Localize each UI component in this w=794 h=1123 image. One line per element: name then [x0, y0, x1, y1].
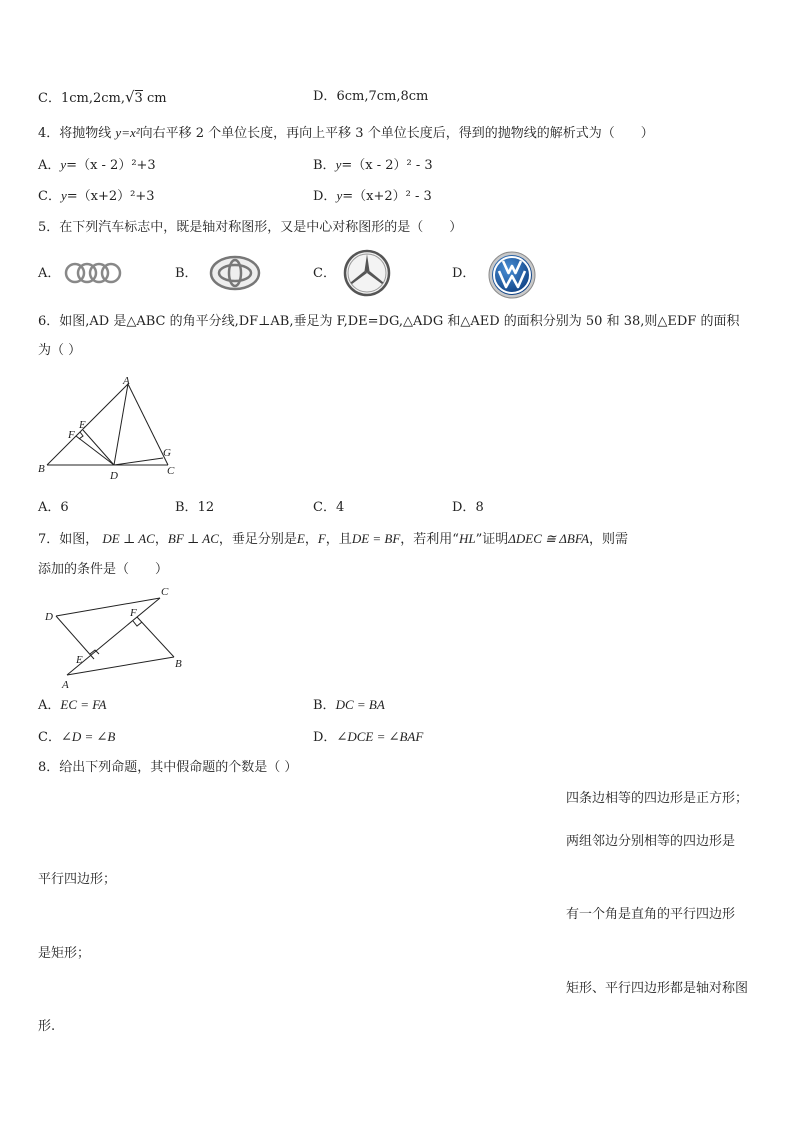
option-label: A． — [38, 158, 61, 173]
option-math: ∠DCE = ∠BAF — [336, 729, 424, 744]
option-label: D． — [313, 189, 337, 204]
option-var: y — [60, 188, 67, 203]
q7-figure — [40, 583, 195, 695]
q6-option-a — [38, 499, 69, 517]
option-var: y — [60, 157, 67, 172]
option-label: C． — [38, 91, 61, 106]
q8-proposition-2: 两组邻边分别相等的四边形是 — [566, 834, 736, 849]
option-math: DC = BA — [335, 697, 385, 712]
option-text: 8 — [475, 500, 484, 515]
q5-option-a-label: A． — [38, 266, 61, 281]
q8-proposition-2-cont: 平行四边形； — [38, 872, 117, 887]
label-b: B — [175, 658, 182, 670]
option-var: y — [336, 188, 343, 203]
q6-triangle-figure — [36, 372, 181, 482]
option-unit: cm — [142, 91, 167, 106]
stem-text: 7．如图， — [38, 532, 99, 547]
stem-math: y=x² — [115, 125, 140, 140]
stem-text: ， — [304, 532, 318, 547]
q4-option-a — [38, 156, 156, 175]
q7-option-d — [313, 728, 423, 747]
q5-option-b-label: B． — [175, 266, 198, 281]
q8-proposition-3: 有一个角是直角的平行四边形 — [566, 907, 736, 922]
option-text: =（x - 2）²+3 — [66, 158, 156, 173]
label-g: G — [163, 447, 171, 459]
segment-df — [76, 436, 114, 465]
option-text: =（x - 2）² - 3 — [341, 158, 433, 173]
q7-stem-line2: 添加的条件是（ ） — [38, 562, 169, 577]
option-math: ∠D = ∠B — [60, 729, 116, 744]
toyota-logo-icon — [208, 255, 262, 291]
option-text: 6 — [60, 500, 69, 515]
stem-text: ， — [154, 532, 168, 547]
segment-dg — [114, 458, 163, 465]
option-text: 6cm,7cm,8cm — [336, 89, 429, 104]
stem-math: F — [317, 531, 326, 546]
label-a: A — [62, 679, 69, 691]
segment-de — [83, 430, 114, 465]
stem-text: 向右平移 2 个单位长度，再向上平移 3 个单位长度后，得到的抛物线的解析式为（ ） — [139, 126, 654, 141]
q3-option-d — [313, 88, 428, 106]
q4-option-d — [313, 187, 432, 206]
right-angle-mark-f — [133, 621, 142, 626]
stem-math: HL — [458, 531, 476, 546]
stem-text: ，若利用“ — [400, 532, 459, 547]
stem-text: ，且 — [325, 532, 352, 547]
q4-stem — [38, 124, 654, 143]
option-label: B． — [313, 698, 336, 713]
option-label: D． — [313, 89, 337, 104]
label-c: C — [167, 465, 175, 477]
q8-stem: 8．给出下列命题，其中假命题的个数是（ ） — [38, 760, 298, 775]
segment-ac — [128, 384, 168, 465]
option-text: 12 — [197, 500, 215, 515]
option-text: 4 — [335, 500, 345, 515]
stem-math: BF ⊥ AC — [167, 531, 219, 546]
q6-stem-line2: 为（ ） — [38, 343, 82, 358]
label-e: E — [76, 654, 83, 666]
q8-proposition-1: 四条边相等的四边形是正方形； — [566, 791, 749, 806]
label-e: E — [79, 419, 86, 431]
option-math: EC = FA — [60, 697, 107, 712]
q7-option-a — [38, 696, 106, 715]
stem-math: DE ⊥ AC — [102, 531, 155, 546]
radicand: 3 — [134, 91, 143, 106]
q5-stem: 5．在下列汽车标志中，既是轴对称图形，又是中心对称图形的是（ ） — [38, 220, 463, 235]
label-d: D — [110, 470, 118, 482]
q4-option-c — [38, 187, 155, 206]
label-f: F — [130, 607, 137, 619]
option-label: C． — [313, 500, 336, 515]
stem-text: 将抛物线 — [59, 126, 116, 141]
label-d: D — [45, 611, 53, 623]
q7-stem-line1 — [38, 530, 628, 549]
segment-ab — [67, 657, 174, 675]
q6-option-c — [313, 499, 344, 517]
stem-math: DE = BF — [351, 531, 401, 546]
option-label: B． — [313, 158, 336, 173]
option-text: 1cm,2cm, — [60, 91, 125, 106]
q4-option-b — [313, 156, 433, 175]
option-text: =（x+2）² - 3 — [342, 189, 432, 204]
q8-proposition-4-cont: 形. — [38, 1019, 56, 1034]
option-text: =（x+2）²+3 — [66, 189, 155, 204]
mercedes-star-icon — [343, 249, 391, 297]
option-label: C． — [38, 730, 61, 745]
stem-math: ΔDEC ≅ ΔBFA — [508, 531, 590, 546]
audi-rings-icon — [64, 262, 122, 284]
segment-de — [56, 616, 94, 659]
q8-proposition-4: 矩形、平行四边形都是轴对称图 — [566, 981, 749, 996]
q5-option-d-label: D． — [452, 266, 476, 281]
q7-option-b — [313, 696, 385, 715]
option-label: C． — [38, 189, 61, 204]
stem-text: ”证明 — [475, 532, 509, 547]
q6-option-d — [452, 499, 484, 517]
segment-dc — [56, 598, 160, 616]
sqrt-icon: √ — [124, 88, 135, 106]
label-a: A — [123, 375, 130, 387]
q6-stem-line1: 6．如图,AD 是△ABC 的角平分线,DF⊥AB,垂足为 F,DE=DG,△ADG 和△AED 的面积分别为 50 和 38,则△EDF 的面积 — [38, 314, 740, 329]
q3-option-c — [38, 88, 167, 108]
label-f: F — [68, 429, 75, 441]
stem-text: ，垂足分别是 — [218, 532, 297, 547]
stem-math: E — [296, 531, 305, 546]
option-label: A． — [38, 698, 61, 713]
option-label: A． — [38, 500, 61, 515]
option-label: D． — [452, 500, 476, 515]
option-label: D． — [313, 730, 337, 745]
q5-option-c-label: C． — [313, 266, 336, 281]
q8-proposition-3-cont: 是矩形； — [38, 946, 91, 961]
option-var: y — [335, 157, 342, 172]
volkswagen-logo-icon — [488, 251, 536, 299]
stem-text: ，则需 — [589, 532, 629, 547]
q7-option-c — [38, 728, 115, 747]
segment-bf — [137, 617, 174, 657]
label-c: C — [161, 586, 169, 598]
option-label: B． — [175, 500, 198, 515]
q6-option-b — [175, 499, 214, 517]
question-number: 4． — [38, 126, 60, 141]
label-b: B — [38, 463, 45, 475]
